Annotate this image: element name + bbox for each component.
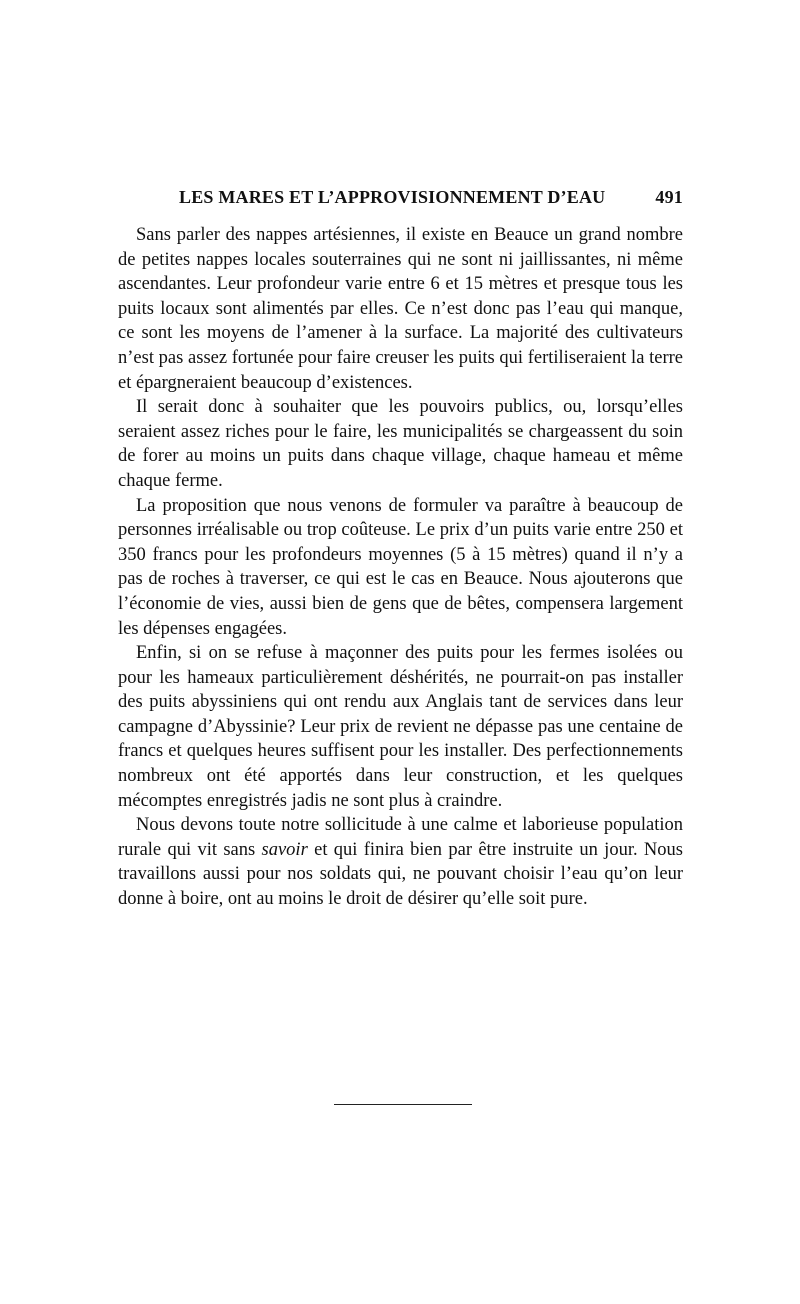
closing-paragraph xyxy=(118,813,683,911)
body-text xyxy=(118,223,683,912)
paragraph: La proposition que nous venons de formuler va paraître à beaucoup de personnes irréalisable ou trop coûteuse. Le prix d’un puits varie entre 250 et 350 francs pour les profondeurs moyennes (5 à 15 mètres) quand il n’y a pas de roches à traverser, ce qui est le cas en Beauce. Nous ajouterons que l’économie de vies, aussi bien de gens que de bêtes, compensera largement les dépenses engagées. xyxy=(118,495,683,639)
italic-word: savoir xyxy=(261,839,308,860)
paragraph: Enfin, si on se refuse à maçonner des puits pour les fermes isolées ou pour les hameaux particulièrement déshérités, ne pourrait-on pas installer des puits abyssiniens qui ont rendu aux Anglais tant de services dans leur campagne d’Abyssinie? Leur prix de revient ne dépasse pas une centaine de francs et quelques heures suffisent pour les installer. Des perfectionnements nombreux ont été apportés dans leur construction, et les quelques mécomptes enregistrés jadis ne sont plus à craindre. xyxy=(118,643,683,811)
paragraph: Sans parler des nappes artésiennes, il existe en Beauce un grand nombre de petites nappes locales souterraines qui ne sont ni jaillissantes, ni même ascendantes. Leur profondeur varie entre 6 et 15 mètres et presque tous les puits locaux sont alimentés par elles. Ce n’est donc pas l’eau qui manque, ce sont les moyens de l’amener à la surface. La majorité des cultivateurs n’est pas assez fortunée pour faire creuser les puits qui fertiliseraient la terre et épargneraient beaucoup d’existences. xyxy=(118,225,683,393)
closing-paragraph-end: et qui finira bien par être instruite un jour. Nous travaillons aussi pour nos soldats qui, ne pouvant choisir l’eau qu’on leur donne à boire, ont au moins le droit de désirer qu’elle soit pure. xyxy=(118,839,683,910)
page-number: 491 xyxy=(655,187,683,207)
running-title: LES MARES ET L’APPROVISIONNEMENT D’EAU xyxy=(179,187,606,207)
section-end-rule xyxy=(334,1104,472,1105)
paragraph: Il serait donc à souhaiter que les pouvoirs publics, ou, lorsqu’elles seraient assez riches pour le faire, les municipalités se chargeassent du soin de forer au moins un puits dans chaque village, chaque hameau et même chaque ferme. xyxy=(118,397,683,491)
closing-paragraph-start: Nous devons toute notre sollicitude à une calme et laborieuse population rurale qui vit sans xyxy=(118,815,683,860)
running-head xyxy=(118,183,683,213)
